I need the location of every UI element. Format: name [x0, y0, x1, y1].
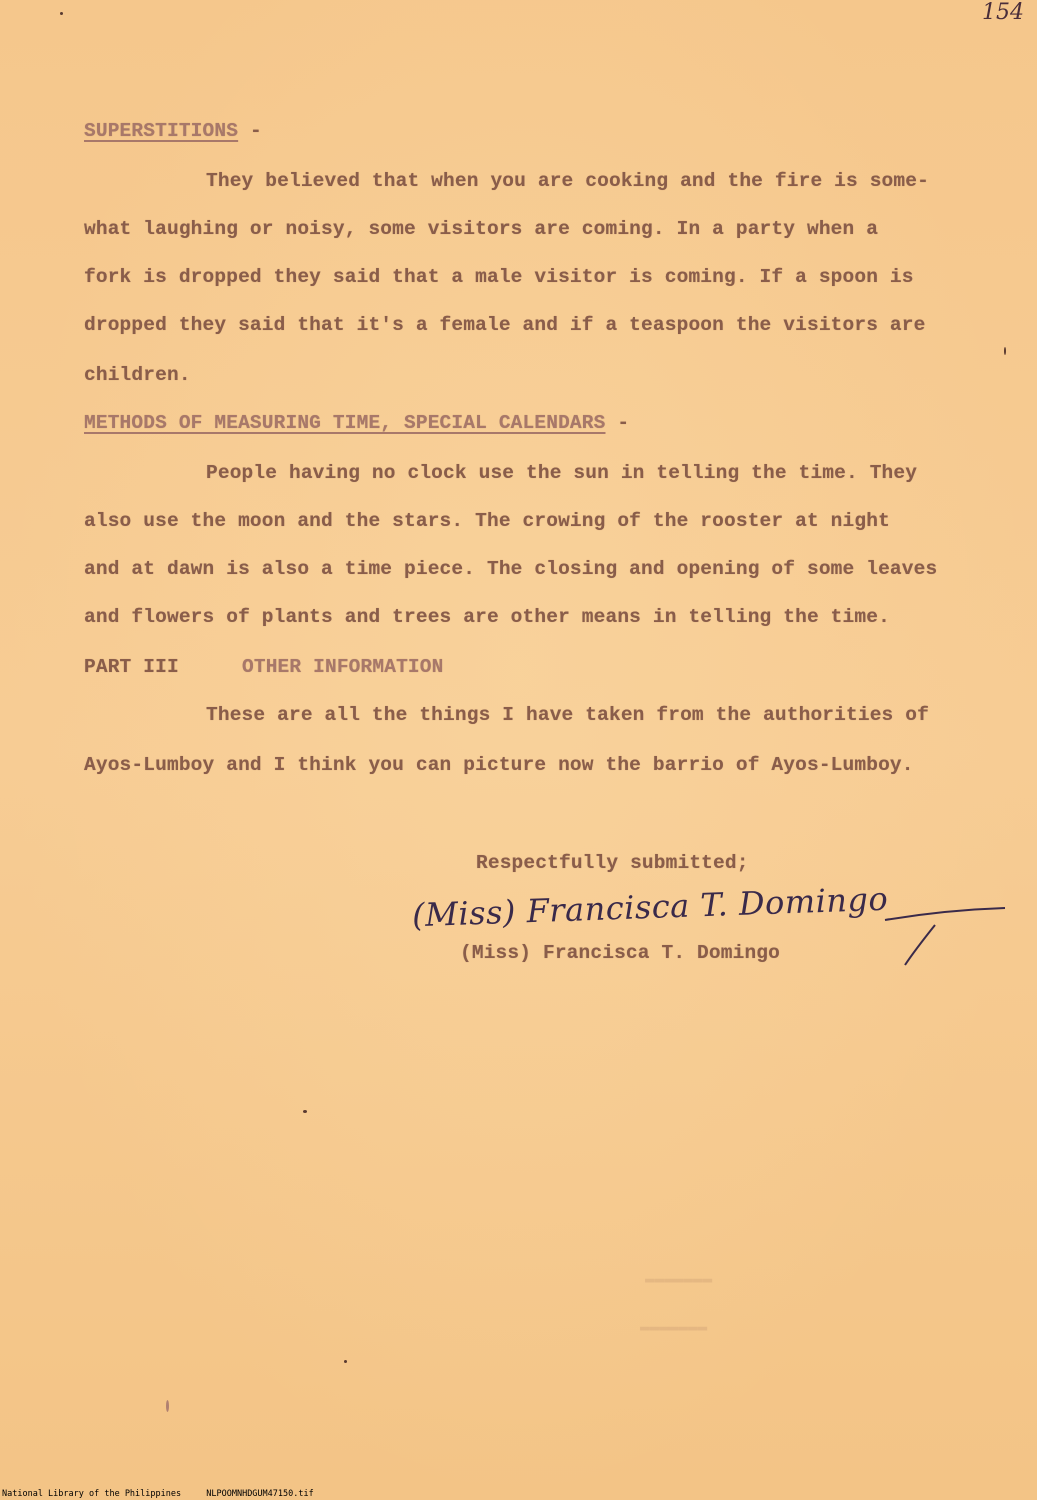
paper-speck: [1004, 347, 1006, 355]
paper-speck: [60, 12, 63, 15]
superstitions-line-2: what laughing or noisy, some visitors are coming. In a party when a: [84, 218, 879, 240]
superstitions-line-5: children.: [84, 364, 191, 386]
part3-label: PART III: [84, 656, 179, 678]
methods-heading-row: [84, 412, 629, 434]
faded-stamp-mark: ▬▬▬▬▬▬▬: [645, 1270, 713, 1288]
methods-line-2: also use the moon and the stars. The crowing of the rooster at night: [84, 510, 890, 532]
methods-dash: -: [617, 412, 630, 434]
salutation: Respectfully submitted;: [476, 852, 749, 874]
superstitions-line-3: fork is dropped they said that a male visitor is coming. If a spoon is: [84, 266, 914, 288]
methods-line-1: People having no clock use the sun in telling the time. They: [206, 462, 918, 484]
methods-line-4: and flowers of plants and trees are other means in telling the time.: [84, 606, 890, 628]
paper-speck: [303, 1110, 307, 1113]
methods-line-3: and at dawn is also a time piece. The closing and opening of some leaves: [84, 558, 938, 580]
paper-speck: [344, 1360, 347, 1363]
page-number: 154: [982, 0, 1024, 25]
superstitions-line-4: dropped they said that it's a female and if a teaspoon the visitors are: [84, 314, 926, 336]
footer-filename: NLPOOMNHDGUM47150.tif: [206, 1489, 314, 1499]
part3-line-1: These are all the things I have taken from the authorities of: [206, 704, 929, 726]
part3-line-2: Ayos-Lumboy and I think you can picture now the barrio of Ayos-Lumboy.: [84, 754, 914, 776]
superstitions-dash: -: [249, 120, 262, 142]
part3-title: OTHER INFORMATION: [242, 656, 444, 678]
faded-stamp-mark-2: ▬▬▬▬▬▬▬: [640, 1318, 708, 1336]
methods-heading: METHODS OF MEASURING TIME, SPECIAL CALENDARS: [84, 412, 606, 434]
typed-signature: (Miss) Francisca T. Domingo: [460, 942, 781, 964]
paper-speck: [166, 1400, 169, 1412]
superstitions-line-1: They believed that when you are cooking and the fire is some-: [206, 170, 929, 192]
footer-library: National Library of the Philippines: [2, 1489, 182, 1499]
superstitions-heading: SUPERSTITIONS: [84, 120, 239, 142]
footer: [2, 1489, 314, 1499]
superstitions-heading-row: [84, 120, 262, 142]
handwritten-signature: (Miss) Francisca T. Domingo: [411, 879, 889, 935]
